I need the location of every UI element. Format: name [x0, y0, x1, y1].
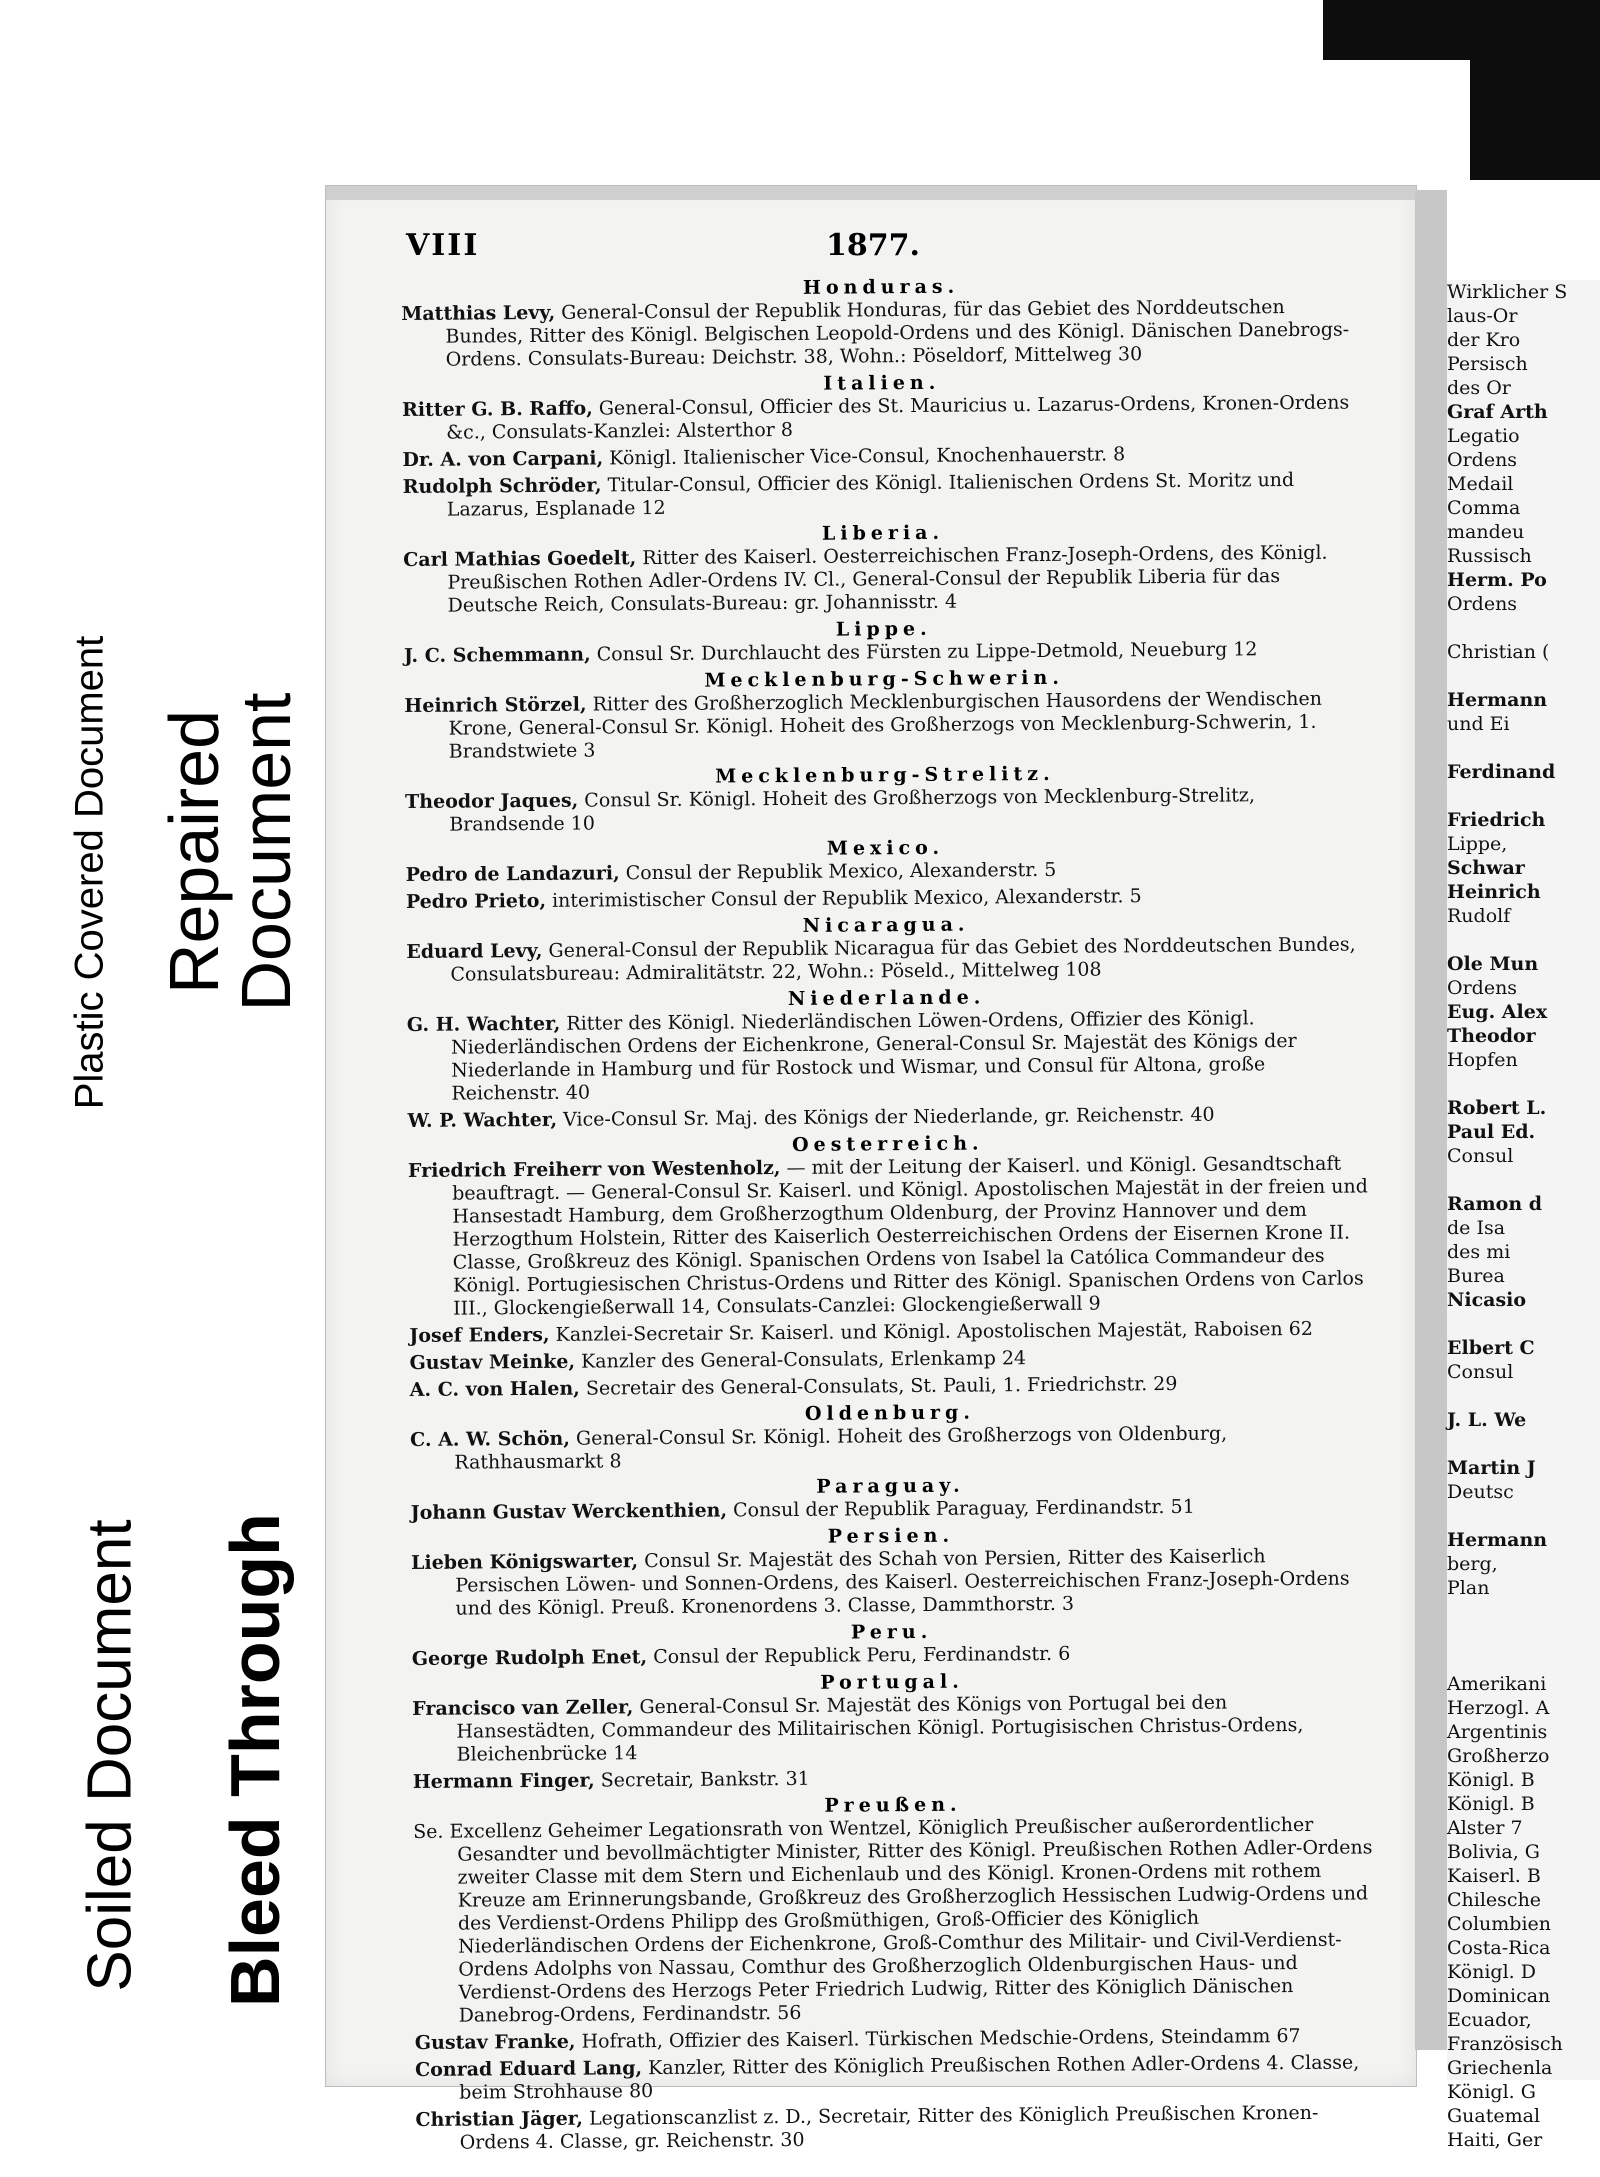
country-heading: Mexico.	[826, 836, 945, 860]
consul-name: Johann Gustav Werckenthien,	[410, 1499, 728, 1524]
adjacent-page-line	[1447, 1432, 1600, 1456]
consul-details: Consul Sr. Majestät des Schah von Persien, Ritter des Kaiserlich Persischen Löwen- und Sonnen-Ordens, des Kaiserl. Oesterreichischen Franz-Joseph-Ordens und des Königl. Preuß. Kronenordens 3. Classe, Dammthorstr. 3	[455, 1545, 1350, 1620]
adjacent-page-line: J. L. We	[1447, 1409, 1527, 1431]
country-heading: Peru.	[850, 1620, 933, 1644]
country-section	[410, 1398, 1371, 1475]
country-section	[408, 1129, 1370, 1402]
adjacent-page-line	[1447, 664, 1600, 688]
country-heading: Paraguay.	[816, 1474, 965, 1498]
consul-details: Königl. Italienischer Vice-Consul, Knochenhauerstr. 8	[603, 443, 1126, 470]
adjacent-page-line: Consul	[1447, 1145, 1514, 1167]
consul-entry	[408, 1102, 1368, 1133]
adjacent-page-line: Ramon d	[1447, 1193, 1543, 1215]
adjacent-page-line: Heinrich	[1447, 881, 1541, 903]
adjacent-page-line	[1447, 784, 1600, 808]
country-heading: Niederlande.	[787, 986, 986, 1010]
page-header	[406, 228, 1366, 268]
adjacent-page-line: Persisch	[1447, 353, 1528, 375]
consul-name: George Rudolph Enet,	[411, 1646, 648, 1670]
country-heading: Portugal.	[820, 1670, 964, 1694]
country-section	[410, 1471, 1370, 1525]
adjacent-page-line: Ferdinand	[1447, 761, 1556, 783]
adjacent-page-line: Ordens	[1447, 977, 1518, 999]
consul-details: Consul der Republik Paraguay, Ferdinandstr. 51	[726, 1495, 1195, 1522]
consul-entry	[406, 933, 1366, 987]
adjacent-page-line: Herm. Po	[1447, 569, 1547, 591]
consul-details: Ritter des Kaiserl. Oesterreichischen Franz-Joseph-Ordens, des Königl. Preußischen Rothen Adler-Ordens IV. Cl., General-Consul der Republik Liberia für das Deutsche Reich, Consulats-Bureau: gr. Johannisstr. 4	[447, 541, 1328, 617]
consul-name: Carl Mathias Goedelt,	[403, 547, 637, 571]
repaired-document-label	[155, 552, 305, 1152]
adjacent-page-line: Legatio	[1447, 425, 1520, 447]
consul-details: Kanzlei-Secretair Sr. Kaiserl. und Königl. Apostolischen Majestät, Raboisen 62	[549, 1317, 1313, 1346]
consul-entry	[413, 1813, 1375, 2028]
consul-name: Ritter G. B. Raffo,	[401, 397, 593, 421]
consul-details: Vice-Consul Sr. Maj. des Königs der Niederlande, gr. Reichenstr. 40	[556, 1103, 1215, 1131]
consul-details: Hofrath, Offizier des Kaiserl. Türkischen Medschie-Ordens, Steindamm 67	[575, 2024, 1301, 2053]
country-section	[413, 1790, 1376, 2155]
consul-name: Gustav Meinke,	[409, 1350, 576, 1374]
consul-details: General-Consul der Republik Honduras, für das Gebiet des Norddeutschen Bundes, Ritter des Königl. Belgischen Leopold-Ordens und des Königl. Dänischen Danebrogs-Ordens. Consulats-Bureau: Deichstr. 38, Wohn.: Pöseldorf, Mittelweg 30	[445, 296, 1350, 371]
consul-name: Dr. A. von Carpani,	[402, 447, 604, 471]
adjacent-page-line	[1447, 928, 1600, 952]
country-section	[405, 760, 1366, 837]
consul-details: — mit der Leitung der Kaiserl. und Königl. Gesandtschaft beauftragt. — General-Consul Sr. Kaiserl. und Königl. Apostolischen Majestät in der freien und Hansestadt Hamburg, dem Großherzogthum Oldenburg, der Provinz Hannover und dem Herzogthum Holstein, Ritter des Kaiserlich Oesterreichischen Ordens der Eisernen Krone II. Classe, Großkreuz des Königl. Spanischen Ordens von Isabel la Católica Commandeur des Königl. Portugiesischen Christus-Ordens und Ritter des Königl. Spanischen Ordens von Carlos III., Glockengießerwall 14, Consulats-Canzlei: Glockengießerwall 9	[452, 1152, 1368, 1320]
adjacent-page-line: Großherzo	[1447, 1745, 1550, 1767]
adjacent-page-line: des mi	[1447, 1241, 1511, 1263]
adjacent-page-line: Hermann	[1447, 689, 1548, 711]
adjacent-page-line	[1447, 1384, 1600, 1408]
consul-entry	[403, 541, 1364, 618]
book-gutter	[1415, 190, 1447, 2050]
adjacent-page-line	[1447, 1072, 1600, 1096]
adjacent-page-line: laus-Or	[1447, 305, 1518, 327]
consul-details: Consul Sr. Durchlaucht des Fürsten zu Lippe-Detmold, Neueburg 12	[590, 638, 1258, 666]
country-heading: Preußen.	[824, 1793, 962, 1817]
consul-details: General-Consul Sr. Königl. Hoheit des Großherzogs von Oldenburg, Rathhausmarkt 8	[454, 1422, 1228, 1474]
adjacent-page-line	[1447, 736, 1600, 760]
country-heading: Mecklenburg-Schwerin.	[704, 666, 1064, 692]
consul-name: Gustav Franke,	[414, 2030, 576, 2054]
country-section	[412, 1617, 1372, 1671]
country-heading: Lippe.	[835, 617, 932, 641]
adjacent-page-line: Deutsc	[1447, 1481, 1514, 1503]
adjacent-page-line: Columbien	[1447, 1913, 1552, 1935]
adjacent-page-line: Wirklicher S	[1447, 281, 1568, 303]
adjacent-page-line: Lippe,	[1447, 833, 1508, 855]
adjacent-page-line: Elbert C	[1447, 1337, 1535, 1359]
adjacent-page-line: Königl. B	[1447, 1793, 1535, 1815]
consul-entry	[401, 295, 1362, 372]
country-section	[404, 664, 1365, 764]
consul-entry	[409, 1317, 1369, 1348]
repaired-label-line1: Repaired	[155, 709, 233, 995]
adjacent-page-line: Bolivia, G	[1447, 1841, 1540, 1863]
country-section	[402, 368, 1363, 522]
adjacent-page-line: des Or	[1447, 377, 1511, 399]
consul-name: Eduard Levy,	[406, 939, 543, 963]
country-section	[406, 910, 1367, 987]
adjacent-page-line: Burea	[1447, 1265, 1505, 1287]
soiled-document-label: Soiled Document	[75, 1519, 145, 1992]
consul-name: Christian Jäger,	[415, 2107, 584, 2131]
document-page	[325, 185, 1417, 2154]
consul-details: Secretair des General-Consulats, St. Pauli, 1. Friedrichstr. 29	[579, 1372, 1178, 1400]
country-section	[405, 833, 1366, 914]
country-heading: Nicaragua.	[802, 913, 970, 937]
consul-details: Secretair, Bankstr. 31	[594, 1767, 810, 1792]
adjacent-page-line: Comma	[1447, 497, 1521, 519]
adjacent-page-line: Herzogl. A	[1447, 1697, 1550, 1719]
plastic-covered-label: Plastic Covered Document	[67, 635, 112, 1110]
adjacent-page-line: der Kro	[1447, 329, 1521, 351]
adjacent-page-line: Nicasio	[1447, 1289, 1527, 1311]
adjacent-page-line: Ole Mun	[1447, 953, 1539, 975]
adjacent-page-line: Hopfen	[1447, 1049, 1518, 1071]
adjacent-page-line: Kaiserl. B	[1447, 1865, 1541, 1887]
adjacent-page-line: Griechenla	[1447, 2057, 1553, 2079]
adjacent-page-line: Martin J	[1447, 1457, 1536, 1479]
consul-name: Lieben Königswarter,	[411, 1550, 639, 1574]
consul-name: Rudolph Schröder,	[402, 474, 602, 498]
consul-name: Theodor Jaques,	[405, 789, 579, 813]
adjacent-page-line	[1447, 1504, 1600, 1528]
consul-details: Consul der Republick Peru, Ferdinandstr. 6	[647, 1642, 1071, 1669]
consul-entry	[415, 2101, 1375, 2155]
consul-entry	[402, 441, 1362, 472]
adjacent-page-line: Friedrich	[1447, 809, 1546, 831]
adjacent-page-line: mandeu	[1447, 521, 1525, 543]
consul-name: Heinrich Störzel,	[404, 693, 587, 717]
adjacent-page-line: Consul	[1447, 1361, 1514, 1383]
consul-name: A. C. von Halen,	[409, 1377, 580, 1401]
country-heading: Liberia.	[821, 521, 945, 545]
adjacent-page-line: Argentinis	[1447, 1721, 1548, 1743]
adjacent-page-line: Königl. D	[1447, 1961, 1536, 1983]
consul-details: Consul Sr. Königl. Hoheit des Großherzogs von Mecklenburg-Strelitz, Brandsende 10	[449, 784, 1256, 836]
adjacent-page-fragment	[1447, 280, 1600, 2151]
consul-entry	[413, 1763, 1373, 1794]
consul-name: Josef Enders,	[409, 1323, 550, 1347]
consul-details: General-Consul, Officier des St. Mauricius u. Lazarus-Ordens, Kronen-Ordens &c., Consulats-Kanzlei: Alsterthor 8	[446, 391, 1350, 444]
adjacent-page-line: Hermann	[1447, 1529, 1548, 1551]
scan-border-corner	[1470, 0, 1600, 180]
adjacent-page-line: Königl. G	[1447, 2081, 1536, 2103]
adjacent-page-line: Dominican	[1447, 1985, 1551, 2007]
page-year: 1877.	[826, 228, 920, 263]
adjacent-page-line	[1447, 616, 1600, 640]
adjacent-page-line: Ordens	[1447, 593, 1518, 615]
consul-name: Conrad Eduard Lang,	[414, 2057, 643, 2081]
country-heading: Mecklenburg-Strelitz.	[715, 762, 1055, 788]
adjacent-page-line: Haiti, Ger	[1447, 2129, 1543, 2151]
consul-name: J. C. Schemmann,	[403, 643, 591, 667]
adjacent-page-line: Robert L.	[1447, 1097, 1547, 1119]
consul-details: Titular-Consul, Officier des Königl. Italienischen Ordens St. Moritz und Lazarus, Esplanade 12	[446, 468, 1295, 521]
consul-entry	[403, 468, 1363, 522]
consul-entry	[409, 1344, 1369, 1375]
adjacent-page-line: Französisch	[1447, 2033, 1563, 2055]
consul-entry	[407, 1006, 1368, 1106]
adjacent-page-line: berg,	[1447, 1553, 1498, 1575]
consul-details: General-Consul Sr. Majestät des Königs von Portugal bei den Hansestädten, Commandeur des Militairischen Königl. Portugisischen Christus-Ordens, Bleichenbrücke 14	[456, 1691, 1304, 1766]
consul-details: Legationscanzlist z. D., Secretair, Ritter des Königlich Preußischen Kronen-Ordens 4. Classe, gr. Reichenstr. 30	[459, 2101, 1319, 2154]
consul-entry	[415, 2051, 1375, 2105]
adjacent-page-line: Chilesche	[1447, 1889, 1542, 1911]
country-heading: Italien.	[823, 371, 941, 395]
adjacent-page-line: Eug. Alex	[1447, 1001, 1548, 1023]
country-section	[412, 1667, 1373, 1794]
consul-name: C. A. W. Schön,	[410, 1427, 571, 1451]
consul-details: interimistischer Consul der Republik Mexico, Alexanderstr. 5	[545, 885, 1142, 912]
adjacent-page-line: und Ei	[1447, 713, 1510, 735]
consul-name: W. P. Wachter,	[407, 1108, 558, 1132]
consul-name: Pedro de Landazuri,	[405, 862, 620, 886]
consul-name: G. H. Wachter,	[406, 1012, 561, 1036]
country-section	[407, 983, 1368, 1133]
adjacent-page-line: Christian (	[1447, 641, 1550, 663]
consul-entry	[411, 1544, 1372, 1621]
country-heading: Oldenburg.	[804, 1401, 975, 1425]
country-section	[404, 614, 1364, 668]
adjacent-page-line: Plan	[1447, 1577, 1490, 1599]
consul-entry	[405, 783, 1365, 837]
consul-entry	[406, 883, 1366, 914]
adjacent-page-line	[1447, 1312, 1600, 1336]
consul-entry	[410, 1421, 1370, 1475]
country-heading: Oesterreich.	[791, 1132, 984, 1156]
country-heading: Persien.	[827, 1524, 955, 1548]
adjacent-page-line: Rudolf	[1447, 905, 1511, 927]
adjacent-page-line	[1447, 1648, 1600, 1672]
adjacent-page-line: Theodor	[1447, 1025, 1536, 1047]
adjacent-page-line: Königl. B	[1447, 1769, 1535, 1791]
consul-name: Pedro Prieto,	[405, 889, 547, 913]
consul-entry	[404, 687, 1365, 764]
country-heading: Honduras.	[802, 275, 960, 299]
consul-details: Kanzler, Ritter des Königlich Preußischen Rothen Adler-Ordens 4. Classe, beim Strohhause 80	[459, 2051, 1360, 2104]
bleed-through-label: Bleed Through	[216, 1513, 294, 2007]
adjacent-page-line: Medail	[1447, 473, 1514, 495]
consul-directory	[401, 270, 1376, 2158]
consul-name: Friedrich Freiherr von Westenholz,	[407, 1157, 781, 1182]
adjacent-page-line	[1447, 1624, 1600, 1648]
adjacent-page-line: Ordens	[1447, 449, 1518, 471]
consul-details: Kanzler des General-Consulats, Erlenkamp 24	[574, 1347, 1027, 1373]
consul-name: Francisco van Zeller,	[412, 1696, 634, 1720]
adjacent-page-line: Costa-Rica	[1447, 1937, 1551, 1959]
consul-entry	[415, 2024, 1375, 2055]
consul-entry	[410, 1371, 1370, 1402]
consul-entry	[412, 1690, 1373, 1767]
country-section	[411, 1521, 1372, 1621]
country-section	[401, 272, 1362, 372]
repaired-label-line2: Document	[227, 692, 305, 1012]
adjacent-page-line: Guatemal	[1447, 2105, 1541, 2127]
adjacent-page-line: de Isa	[1447, 1217, 1506, 1239]
adjacent-page-line: Alster 7	[1447, 1817, 1523, 1839]
consul-details: Se. Excellenz Geheimer Legationsrath von Wentzel, Königlich Preußischer außerordentlicher Gesandter und bevollmächtigter Minister, Ritter des Königl. Preußischen Rothen Adler-Ordens zweiter Classe mit dem Stern und Eichenlaub und des Königl. Kronen-Ordens mit rothem Kreuze am Erinnerungsbande, Großkreuz des Großherzoglich Hessischen Ludwig-Ordens und des Verdienst-Ordens Philipp des Großmüthigen, Groß-Officier des Königlich Niederländischen Ordens der Eichenkrone, Groß-Comthur des Militair- und Civil-Verdienst-Ordens Adolphs von Nassau, Comthur des Großherzoglich Oldenburgischen Haus- und Verdienst-Ordens des Herzogs Peter Friedrich Ludwig, Ritter des Königlich Dänischen Danebrog-Ordens, Ferdinandstr. 56	[413, 1813, 1373, 2027]
adjacent-page-line: Ecuador,	[1447, 2009, 1532, 2031]
consul-details: General-Consul der Republik Nicaragua für das Gebiet des Norddeutschen Bundes, Consulatsbureau: Admiralitätstr. 22, Wohn.: Pöseld., Mittelweg 108	[450, 933, 1356, 986]
consul-entry	[408, 1152, 1369, 1321]
country-section	[403, 518, 1364, 618]
consul-details: Ritter des Königl. Niederländischen Löwen-Ordens, Offizier des Königl. Niederländischen Ordens der Eichenkrone, General-Consul Sr. Majestät des Königs der Niederlande in Hamburg und für Rostock und Wismar, und Consul für Altona, große Reichenstr. 40	[450, 1007, 1297, 1105]
adjacent-page-line	[1447, 1600, 1600, 1624]
adjacent-page-line: Amerikani	[1447, 1673, 1547, 1695]
adjacent-page-line: Graf Arth	[1447, 401, 1548, 423]
adjacent-page-line	[1447, 1168, 1600, 1192]
consul-name: Hermann Finger,	[412, 1769, 595, 1793]
adjacent-page-line: Schwar	[1447, 857, 1525, 879]
consul-details: Ritter des Großherzoglich Mecklenburgischen Hausordens der Wendischen Krone, General-Consul Sr. Königl. Hoheit des Großherzogs von Mecklenburg-Schwerin, 1. Brandstwiete 3	[448, 687, 1322, 763]
consul-details: Consul der Republik Mexico, Alexanderstr. 5	[619, 858, 1057, 885]
adjacent-page-line: Russisch	[1447, 545, 1532, 567]
consul-entry	[402, 391, 1362, 445]
adjacent-page-line: Paul Ed.	[1447, 1121, 1536, 1143]
consul-name: Matthias Levy,	[401, 301, 556, 325]
scan-labels-panel	[0, 0, 330, 2177]
page-number: VIII	[406, 228, 480, 263]
